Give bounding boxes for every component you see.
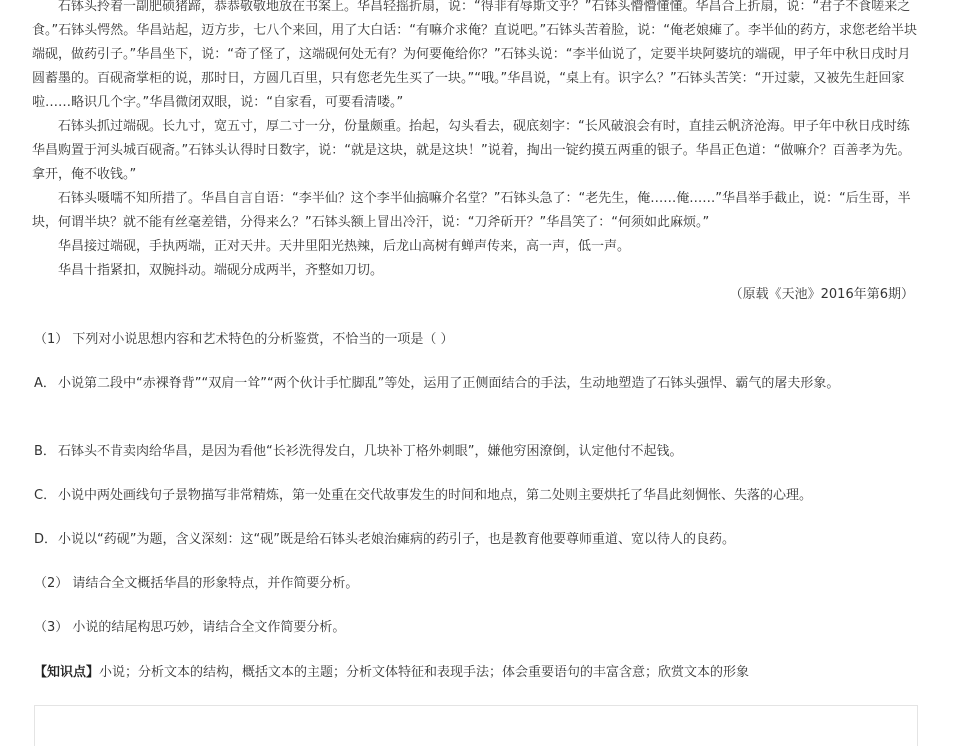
question-3-stem: （3） 小说的结尾构思巧妙，请结合全文作简要分析。 [34,620,346,635]
knowledge-points [34,662,914,684]
passage-paragraph: 石钵头嗫嚅不知所措了。华昌自言自语：“李半仙？这个李半仙搞嘛介名堂？”石钵头急了：“老先生，俺……俺……”华昌举手截止，说：“后生哥，半块，何谓半块？就不能有丝毫差错，分得来么？”石钵头额上冒出冷汗，说：“刀斧斫开？”华昌笑了：“何须如此麻烦。” [32,191,911,230]
knowledge-text: 小说；分析文本的结构，概括文本的主题；分析文体特征和表现手法；体会重要语句的丰富含意；欣赏文本的形象 [99,665,750,680]
answer-panel [34,705,918,746]
option-d[interactable] [34,529,914,551]
passage-paragraph: 华昌接过端砚，手执两端，正对天井。天井里阳光热辣，后龙山高树有蝉声传来，高一声，低一声。 [58,239,631,254]
option-text: 小说中两处画线句子景物描写非常精炼，第一处重在交代故事发生的时间和地点，第二处则主要烘托了华昌此刻惆怅、失落的心理。 [58,488,813,503]
page-content [14,0,933,729]
passage-paragraph: 华昌十指紧扣，双腕抖动。端砚分成两半，齐整如刀切。 [58,263,384,278]
option-a[interactable] [34,373,914,395]
option-text: 石钵头不肯卖肉给华昌，是因为看他“长衫洗得发白，几块补丁格外刺眼”，嫌他穷困潦倒，认定他付不起钱。 [58,444,683,459]
knowledge-label: 【知识点】 [34,665,100,680]
option-letter: B． [34,444,56,459]
story-passage [32,0,918,307]
option-c[interactable] [34,485,914,507]
question-2-stem: （2） 请结合全文概括华昌的形象特点，并作简要分析。 [34,576,359,591]
passage-paragraph: 石钵头抓过端砚。长九寸，宽五寸，厚二寸一分，份量颇重。抬起，勾头看去，砚底刻字：“长风破浪会有时，直挂云帆济沧海。甲子年中秋日戌时练华昌购置于河头城百砚斋。”石钵头认得时日数字，说：“就是这块，就是这块！”说着，掏出一锭约摸五两重的银子。华昌正色道：“做嘛介？百善孝为先。拿开，俺不收钱。” [32,119,911,182]
option-text: 小说以“药砚”为题，含义深刻：这“砚”既是给石钵头老娘治瘫病的药引子，也是教育他要尊师重道、宽以待人的良药。 [58,532,735,547]
option-b[interactable] [34,441,914,463]
question-1-stem: （1） 下列对小说思想内容和艺术特色的分析鉴赏，不恰当的一项是（ ） [34,332,454,347]
option-text: 小说第二段中“赤裸脊背”“双肩一耸”“两个伙计手忙脚乱”等处，运用了正侧面结合的手法，生动地塑造了石钵头强悍、霸气的屠夫形象。 [58,376,840,391]
option-letter: D． [34,532,58,547]
passage-paragraph: 石钵头拎着一副肥硕猪蹄，恭恭敬敬地放在书案上。华昌轻摇折扇，说：“得非有辱斯文乎？”石钵头懵懵懂懂。华昌合上折扇，说：“君子不食嗟来之食。”石钵头愕然。华昌站起，迈方步，七八个来回，用了大白话：“有嘛介求俺？直说吧。”石钵头苦着脸，说：“俺老娘瘫了。李半仙的药方，求您老给半块端砚，做药引子。”华昌坐下，说：“奇了怪了，这端砚何处无有？为何要俺给你？”石钵头说：“李半仙说了，定要半块阿婆坑的端砚，甲子年中秋日戌时月圆蓄墨的。百砚斋掌柜的说，那时日，方圆几百里，只有您老先生买了一块。”“哦。”华昌说，“桌上有。识字么？”石钵头苦笑：“开过蒙，又被先生赶回家啦……略识几个字。”华昌微闭双眼，说：“自家看，可要看清喽。” [32,0,917,110]
passage-source: （原载《天池》2016年第6期） [729,287,914,302]
option-letter: A． [34,376,56,391]
option-letter: C． [34,488,57,503]
